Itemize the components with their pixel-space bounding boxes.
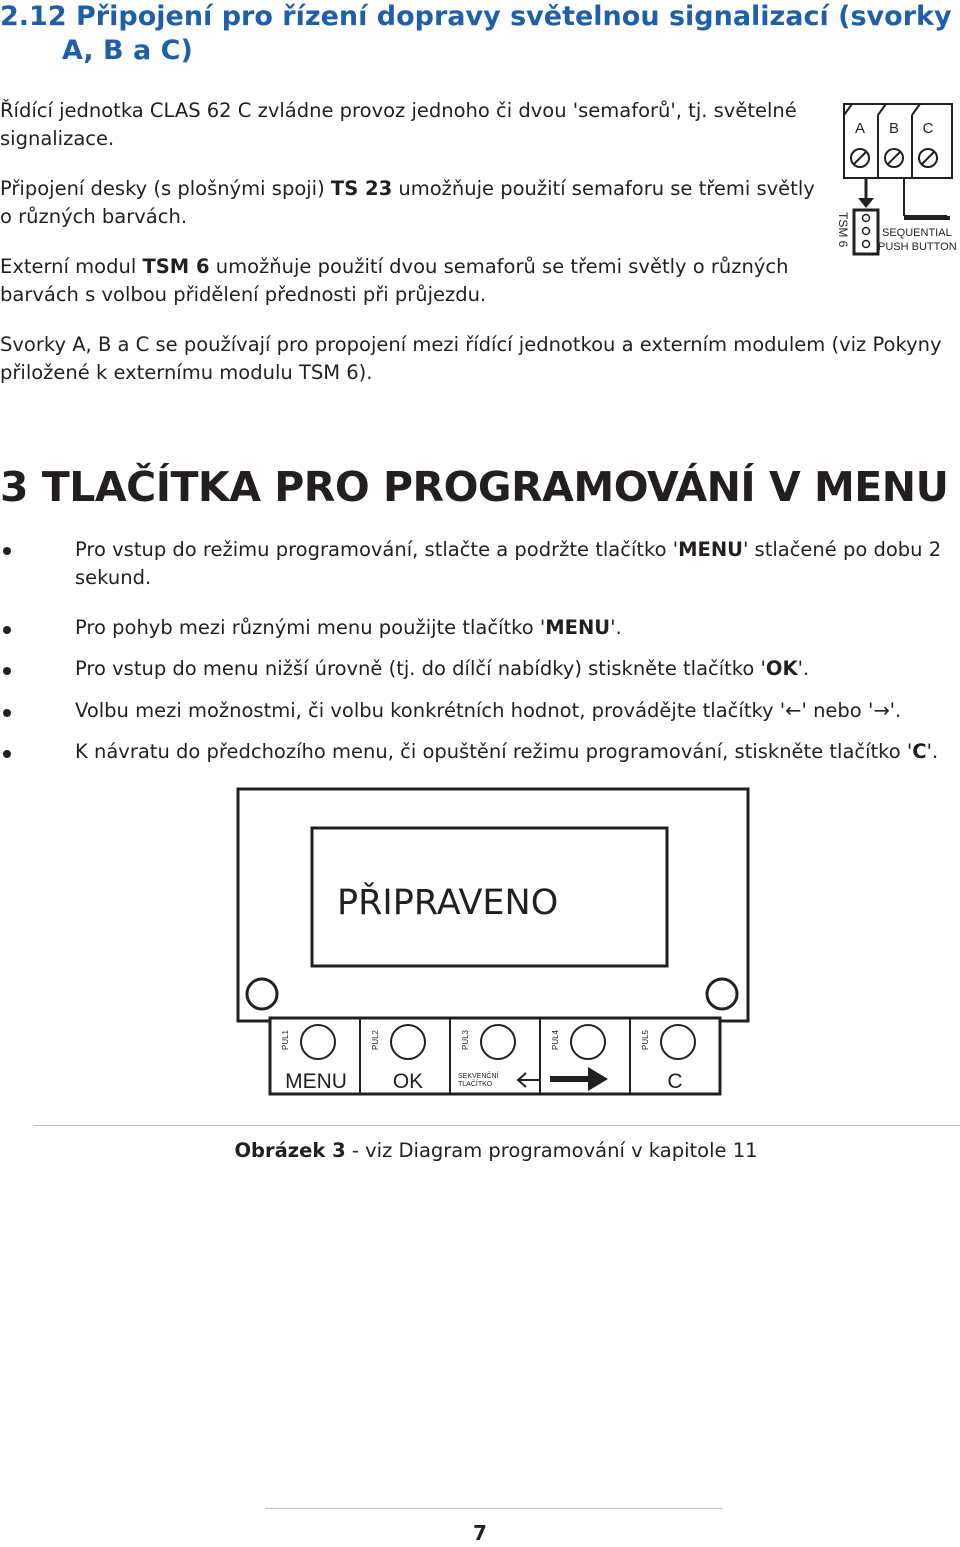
paragraph-3-text: Externí modul xyxy=(0,255,143,278)
list-item xyxy=(75,614,957,642)
screw-icon xyxy=(885,149,903,167)
terminal-label-b: B xyxy=(888,120,900,137)
terminal-label-c: C xyxy=(922,120,934,137)
paragraph-2-text-end: umožňuje použití semaforu se třemi světly o různých barvách. xyxy=(0,177,815,228)
list-item-bold: MENU xyxy=(678,538,743,561)
paragraph-4: Svorky A, B a C se používají pro propojení mezi řídící jednotkou a externím modulem (viz Pokyny přiložené k externímu modulu TSM 6). xyxy=(0,333,942,384)
paragraph-2 xyxy=(0,175,830,231)
paragraph-2-bold: TS 23 xyxy=(330,177,393,200)
list-item-text-end: '. xyxy=(797,657,810,680)
bullet-icon xyxy=(3,547,11,555)
list-item-bold: MENU xyxy=(545,616,611,639)
section-heading-line1: 2.12 Připojení pro řízení dopravy světelnou signalizací (svorky xyxy=(0,1,952,32)
arrow-down-icon xyxy=(858,198,874,208)
list-item xyxy=(75,655,957,683)
lcd-text: PŘIPRAVENO xyxy=(337,883,559,923)
list-item-text: Pro vstup do menu nižší úrovně (tj. do dílčí nabídky) stiskněte tlačítko ' xyxy=(75,657,766,680)
list-item-bold: C xyxy=(912,740,927,763)
button-label: TLAČÍTKO xyxy=(458,1081,493,1088)
paragraph-2-text: Připojení desky (s plošnými spoji) xyxy=(0,177,331,200)
mount-hole-right xyxy=(707,979,737,1009)
terminal-label-a: A xyxy=(854,120,866,137)
bullet-list xyxy=(0,536,960,776)
footer-divider xyxy=(265,1508,723,1509)
list-item-text: K návratu do předchozího menu, či opuštění režimu programování, stiskněte tlačítko ' xyxy=(75,740,913,763)
sequential-label: SEQUENTIAL xyxy=(882,227,952,239)
list-item-text: Pro pohyb mezi různými menu použijte tlačítko ' xyxy=(75,616,546,639)
paragraph-3 xyxy=(0,253,830,309)
control-panel-illustration xyxy=(232,786,754,1098)
list-item-text: Volbu mezi možnostmi, či volbu konkrétních hodnot, provádějte tlačítky ' xyxy=(75,699,786,722)
list-item-text-mid: ' nebo ' xyxy=(801,699,874,722)
bullet-icon xyxy=(3,667,11,675)
button-id: PUL1 xyxy=(281,1030,290,1051)
bullet-icon xyxy=(3,709,11,717)
button-id: PUL4 xyxy=(551,1030,560,1051)
list-item-text-end: '. xyxy=(926,740,939,763)
button-label: MENU xyxy=(285,1070,347,1093)
tsm6-label: TSM 6 xyxy=(836,212,850,248)
push-button-label: PUSH BUTTON xyxy=(878,241,957,253)
button-id: PUL2 xyxy=(371,1030,380,1051)
figure-caption-text: - viz Diagram programování v kapitole 11 xyxy=(345,1139,758,1162)
section-heading xyxy=(0,0,960,68)
page-number: 7 xyxy=(473,1521,487,1545)
screw-icon xyxy=(851,149,869,167)
chapter-heading: 3 TLAČÍTKA PRO PROGRAMOVÁNÍ V MENU xyxy=(0,463,949,511)
terminal-diagram xyxy=(832,100,960,260)
bullet-icon xyxy=(3,750,11,758)
screw-icon xyxy=(919,149,937,167)
list-item-text-end: '. xyxy=(610,616,622,639)
figure-caption xyxy=(0,1137,960,1165)
arrow-left-icon: ← xyxy=(785,699,802,722)
figure-caption-bold: Obrázek 3 xyxy=(234,1139,346,1162)
arrow-right-icon: → xyxy=(873,699,890,722)
list-item xyxy=(75,697,957,725)
button-label: OK xyxy=(392,1070,424,1093)
list-item-text-end: '. xyxy=(889,699,902,722)
section-heading-line2: A, B a C) xyxy=(62,35,193,66)
paragraph-3-text-end: umožňuje použití dvou semaforů se třemi světly o různých barvách s volbou přidělení přednosti při průjezdu. xyxy=(0,255,789,306)
list-item xyxy=(75,536,957,592)
list-item xyxy=(75,738,957,766)
paragraph-1: Řídící jednotka CLAS 62 C zvládne provoz jednoho či dvou 'semaforů', tj. světelné signalizace. xyxy=(0,99,797,150)
mount-hole-left xyxy=(247,979,277,1009)
button-id: PUL3 xyxy=(461,1030,470,1051)
bullet-icon xyxy=(3,626,11,634)
button-label: SEKVENČNÍ xyxy=(458,1073,499,1080)
button-label: C xyxy=(667,1070,683,1093)
list-item-bold: OK xyxy=(765,657,798,680)
button-id: PUL5 xyxy=(641,1030,650,1051)
divider xyxy=(33,1125,960,1126)
list-item-text-end: ' stlačené po dobu 2 sekund. xyxy=(75,538,942,589)
paragraph-3-bold: TSM 6 xyxy=(142,255,210,278)
list-item-text: Pro vstup do režimu programování, stlačte a podržte tlačítko ' xyxy=(75,538,679,561)
